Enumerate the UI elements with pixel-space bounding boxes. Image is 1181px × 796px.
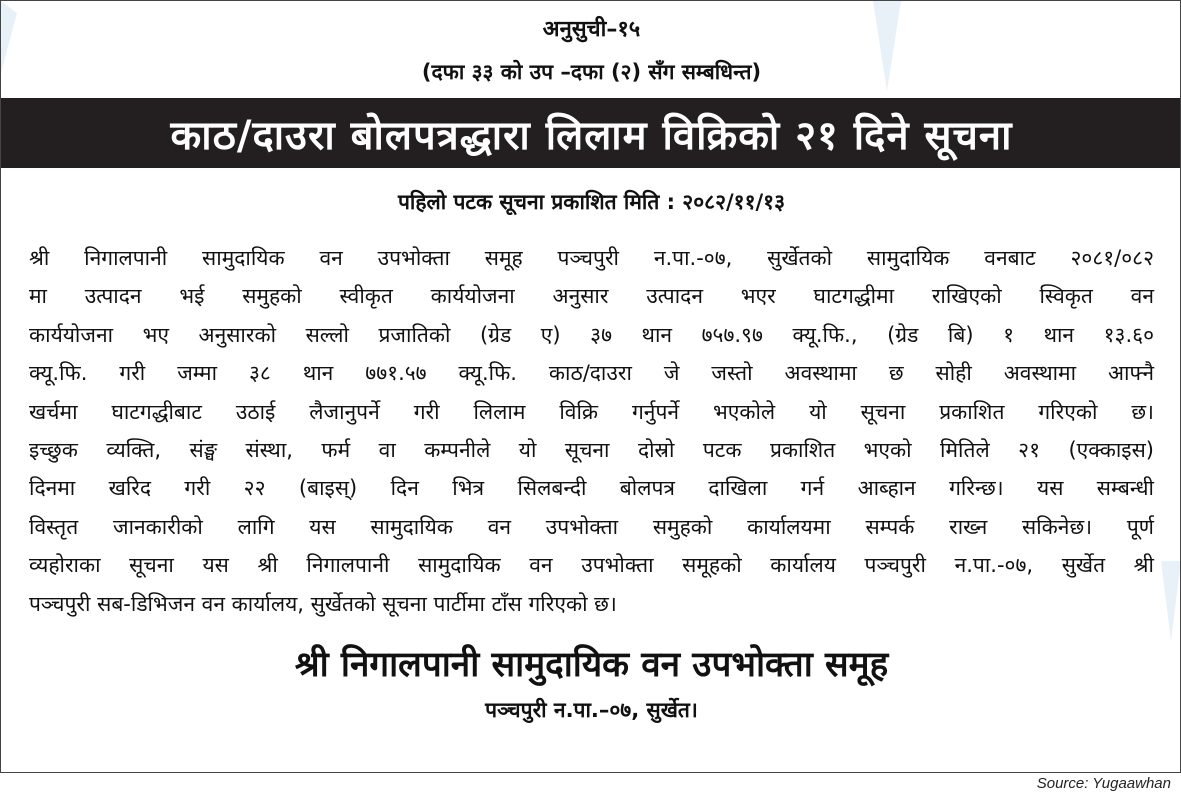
title-banner xyxy=(1,98,1181,168)
publication-date: पहिलो पटक सूचना प्रकाशित मिति : २०८२/११/१३ xyxy=(397,190,786,214)
organization-address: पञ्चपुरी न.पा.–०७, सुर्खेत। xyxy=(485,698,698,722)
watermark-arrow-icon xyxy=(1161,561,1181,641)
body-line: कार्ययोजना भए अनुसारको सल्लो प्रजातिको (ग्रेड ए) ३७ थान ७५७.९७ क्यू.फि., (ग्रेड बि) १ थान १३.६० xyxy=(29,322,1154,347)
body-line: व्यहोराका सूचना यस श्री निगालपानी सामुदायिक वन उपभोक्ता समूहको कार्यालय पञ्चपुरी न.पा.-०७, सुर्खेत श्री xyxy=(29,553,1154,578)
body-line: पञ्चपुरी सब-डिभिजन वन कार्यालय, सुर्खेतको सूचना पार्टीमा टाँस गरिएको छ। xyxy=(29,591,617,616)
body-line: क्यू.फि. गरी जम्मा ३८ थान ७७१.५७ क्यू.फि. काठ/दाउरा जे जस्तो अवस्थामा छ सोही अवस्थामा आफ्नै xyxy=(29,361,1154,386)
body-line: खर्चमा घाटगद्धीबाट उठाई लैजानुपर्ने गरी लिलाम विक्रि गर्नुपर्ने भएकोले यो सूचना प्रकाशित गरिएको छ। xyxy=(29,399,1154,424)
legal-reference: (दफा ३३ को उप –दफा (२) सँग सम्बधिन्त) xyxy=(421,60,762,84)
body-line: विस्तृत जानकारीको लागि यस सामुदायिक वन उपभोक्ता समुहको कार्यालयमा सम्पर्क राख्न सकिनेछ। पूर्ण xyxy=(29,514,1154,539)
body-line: दिनमा खरिद गरी २२ (बाइस्) दिन भित्र सिलबन्दी बोलपत्र दाखिला गर्न आब्हान गरिन्छ। यस सम्बन्धी xyxy=(29,476,1154,501)
notice-title: काठ/दाउरा बोलपत्रद्धारा लिलाम विक्रिको २१ दिने सूचना xyxy=(170,112,1013,159)
notice-body xyxy=(29,239,1154,623)
organization-name: श्री निगालपानी सामुदायिक वन उपभोक्ता समूह xyxy=(294,645,889,685)
body-line: मा उत्पादन भई समुहको स्वीकृत कार्ययोजना अनुसार उत्पादन भएर घाटगद्धीमा राखिएको स्विकृत वन xyxy=(29,284,1154,309)
schedule-heading: अनुसुची–१५ xyxy=(542,17,641,42)
source-credit: Source: Yugaawhan xyxy=(1036,775,1171,792)
body-line: इच्छुक व्यक्ति, संङ्घ संस्था, फर्म वा कम्पनीले यो सूचना दोस्रो पटक प्रकाशित भएको मितिले २१ (एक्काइस) xyxy=(29,438,1154,463)
body-line: श्री निगालपानी सामुदायिक वन उपभोक्ता समूह पञ्चपुरी न.पा.-०७, सुर्खेतको सामुदायिक वनबाट २०८१/०८२ xyxy=(29,246,1154,270)
